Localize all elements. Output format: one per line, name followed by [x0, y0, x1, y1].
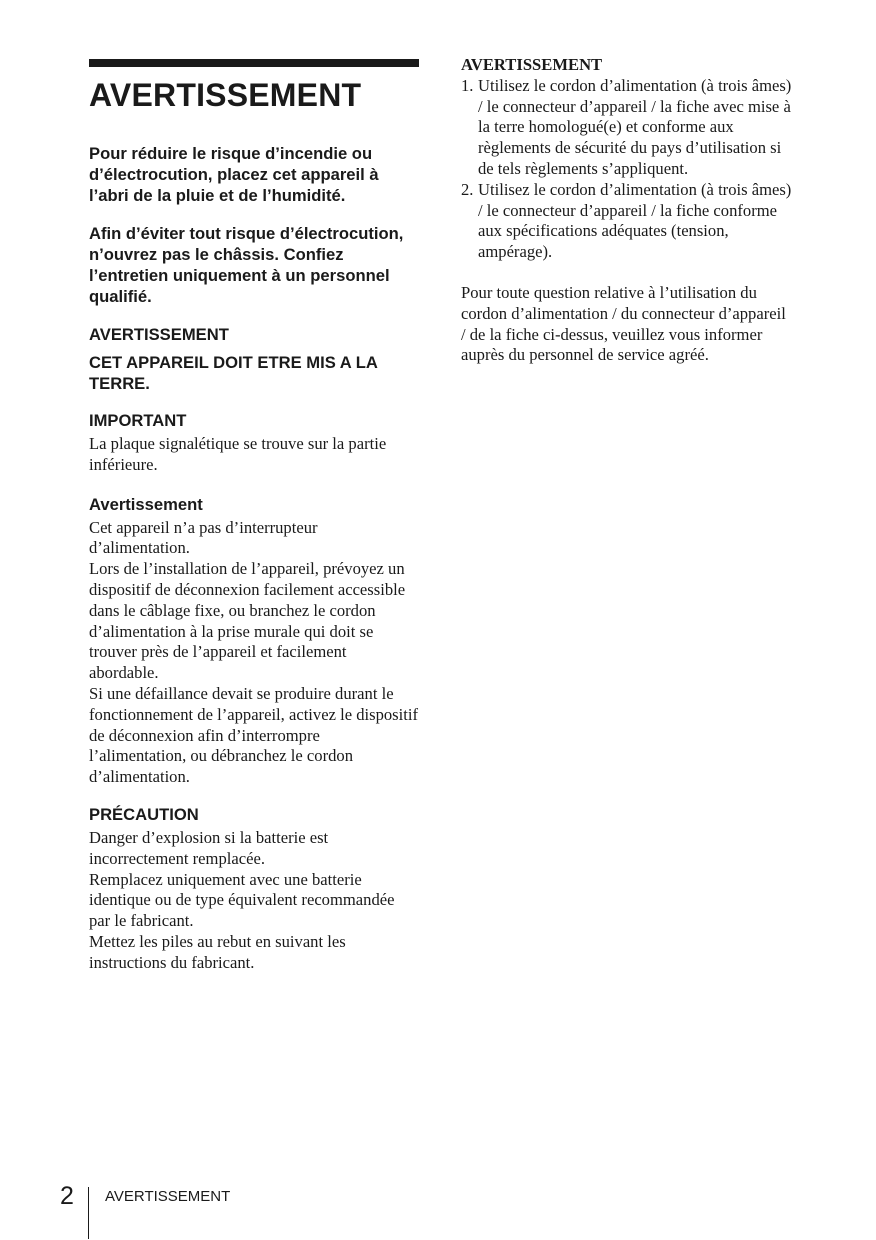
footer-divider	[88, 1187, 89, 1239]
right-column	[461, 55, 793, 366]
list-item	[461, 76, 793, 180]
list-item-number: 2.	[461, 179, 474, 199]
avertissement-heading: AVERTISSEMENT	[89, 325, 229, 344]
ground-warning-text: CET APPAREIL DOIT ETRE MIS A LA TERRE.	[89, 353, 378, 393]
precaution-heading: PRÉCAUTION	[89, 804, 199, 824]
service-paragraph: Pour toute question relative à l’utilisation du cordon d’alimentation / du connecteur d’appareil / de la fiche ci-dessus, veuillez vous informer auprès du personnel de service agréé.	[461, 282, 786, 365]
precaution-line: Mettez les piles au rebut en suivant les instructions du fabricant.	[89, 931, 346, 972]
avertissement-line: Si une défaillance devait se produire durant le fonctionnement de l’appareil, activez le dispositif de déconnexion afin d’interrompre l’alimentation, ou débranchez le cordon d’alimentation.	[89, 683, 418, 787]
precaution-text	[89, 828, 419, 974]
list-item-text: Utilisez le cordon d’alimentation (à trois âmes) / le connecteur d’appareil / la fiche avec mise à la terre homologué(e) et conforme aux règlements de sécurité du pays d’utilisation si de tels règlements s’appliquent.	[478, 75, 792, 178]
title-rule	[89, 59, 419, 67]
precaution-line: Danger d’explosion si la batterie est incorrectement remplacée.	[89, 827, 329, 868]
avertissement-text	[89, 518, 419, 788]
footer-section-label: AVERTISSEMENT	[105, 1188, 231, 1205]
important-heading: IMPORTANT	[89, 411, 187, 430]
precaution-line: Remplacez uniquement avec une batterie identique ou de type équivalent recommandée par le fabricant.	[89, 869, 395, 931]
page-number: 2	[60, 1182, 74, 1210]
list-item-text: Utilisez le cordon d’alimentation (à trois âmes) / le connecteur d’appareil / la fiche conforme aux spécifications adéquates (tension, ampérage).	[478, 179, 792, 262]
avertissement-line: Lors de l’installation de l’appareil, prévoyez un dispositif de déconnexion facilement accessible dans le câblage fixe, ou branchez le cordon d’alimentation à la prise murale qui doit se trouver près de l’appareil et facilement abordable.	[89, 559, 406, 683]
fire-warning-text: Pour réduire le risque d’incendie ou d’électrocution, placez cet appareil à l’abri de la pluie et de l’humidité.	[89, 144, 379, 205]
avertissement-line: Cet appareil n’a pas d’interrupteur d’alimentation.	[89, 517, 318, 558]
important-text: La plaque signalétique se trouve sur la partie inférieure.	[89, 434, 387, 474]
left-column	[89, 59, 419, 974]
right-heading: AVERTISSEMENT	[461, 55, 603, 74]
page-title: AVERTISSEMENT	[89, 77, 362, 113]
shock-warning-text: Afin d’éviter tout risque d’électrocution, n’ouvrez pas le châssis. Confiez l’entretien uniquement à un personnel qualifié.	[89, 224, 404, 306]
avertissement-subheading: Avertissement	[89, 494, 203, 514]
cord-instructions-list	[461, 76, 793, 263]
list-item	[461, 180, 793, 263]
list-item-number: 1.	[461, 75, 474, 95]
